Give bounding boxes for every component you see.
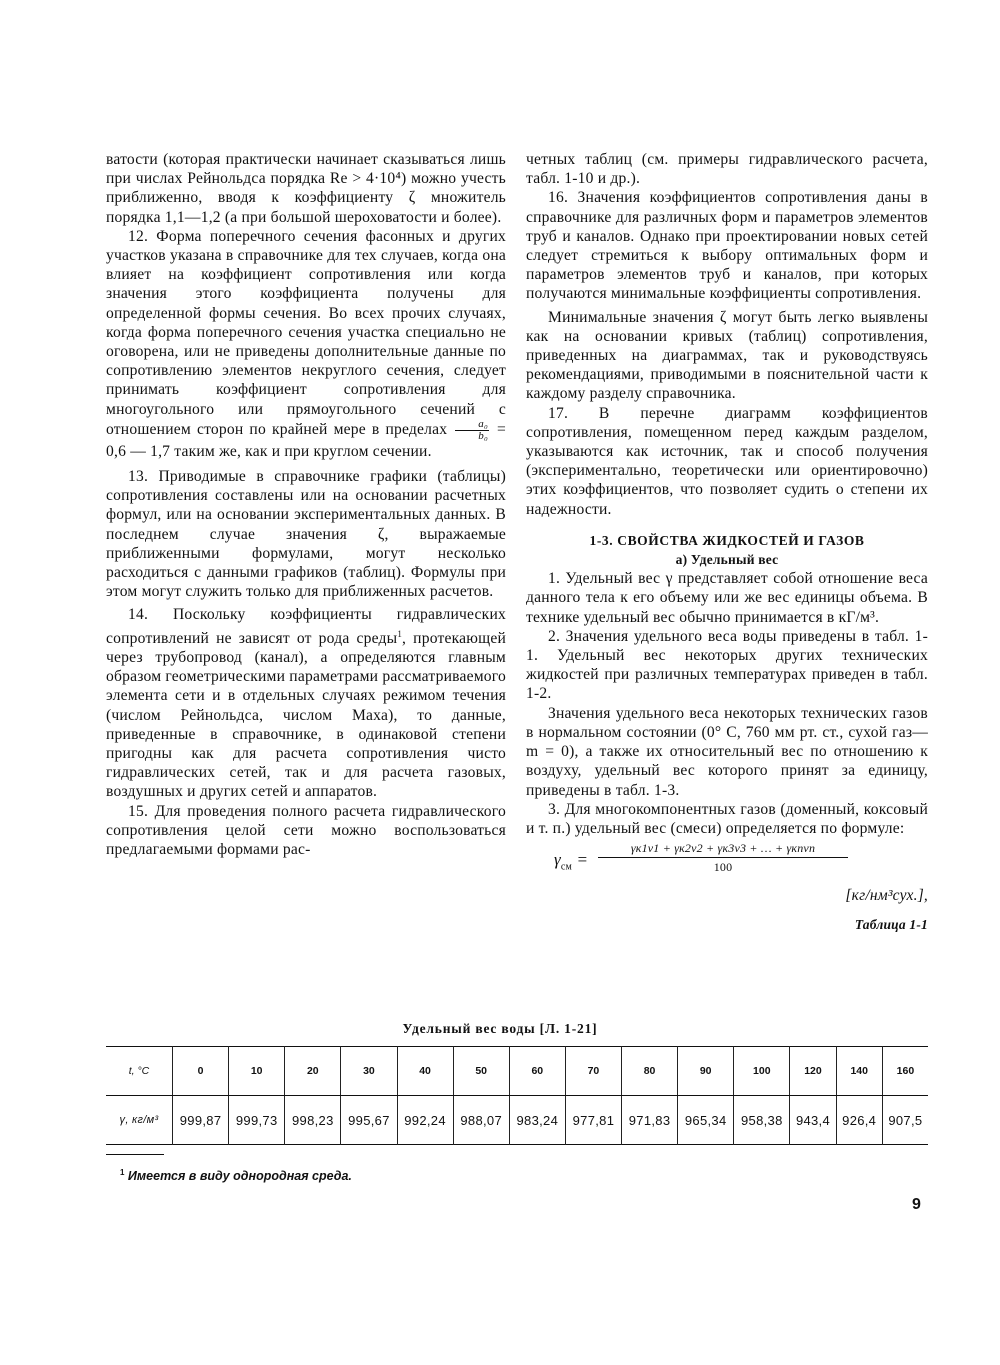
table-cell: 20 — [285, 1047, 341, 1096]
table-cell: 80 — [622, 1047, 678, 1096]
paragraph-16b: Минимальные значения ζ могут быть легко выявлены как на основании кривых (таблиц) сопротивления, приведенных на диаграммах, так и руководствуясь рекомендациями, приводимыми в пояснительной части к каждому разделу справочника. — [526, 308, 928, 403]
table-cell: 50 — [453, 1047, 509, 1096]
table-label: Таблица 1-1 — [854, 917, 928, 933]
paragraph-12-tail: = 0,6 — 1,7 таким же, как и при круглом сечении. — [106, 420, 506, 460]
paragraph-14 — [106, 605, 506, 801]
item-1: 1. Удельный вес γ представляет собой отношение веса данного тела к его объему или же вес единицы объема. В технике удельный вес обычно принимается в кГ/м³. — [526, 570, 928, 626]
formula-numerator: γк1v1 + γк2v2 + γк3v3 + … + γкnvn — [598, 840, 848, 858]
formula-denominator: 100 — [713, 860, 733, 875]
table-cell: 30 — [341, 1047, 397, 1096]
table-cell: 999,73 — [229, 1096, 285, 1145]
table-cell: 943,4 — [790, 1096, 836, 1145]
paragraph-11-continuation: ватости (которая практически начинает сказываться лишь при числах Рейнольдса порядка Re > 4·10⁴) можно учесть приближенно, вводя к коэффициенту ζ множитель порядка 1,1—1,2 (а при большой шероховатости и более). — [106, 151, 506, 226]
row-label: γ, кг/м³ — [119, 1114, 159, 1126]
table-cell: 907,5 — [882, 1096, 928, 1145]
paragraph-14-text-a: 14. Поскольку коэффициенты гидравлических сопротивлений не зависят от рода среды — [106, 606, 506, 647]
table-cell: 926,4 — [836, 1096, 882, 1145]
table-cell: 977,81 — [565, 1096, 621, 1145]
left-column — [106, 150, 506, 859]
formula-fraction — [598, 840, 848, 875]
formula-lhs — [554, 850, 588, 877]
table-cell: 160 — [882, 1047, 928, 1096]
table-cell: 40 — [397, 1047, 453, 1096]
fraction-denominator: b₀ — [478, 429, 488, 442]
paragraph-12-text: 12. Форма поперечного сечения фасонных и других участков указана в справочнике для тех случаев, когда она влияет на коэффициент сопротивления или когда значения этого коэффициента получены для определенной формы сечения. Во всех прочих случаях, когда форма поперечного сечения участка специально не оговорена, или не приведены дополнительные данные по сопротивлению элементов некруглого сечения, следует принимать коэффициент сопротивления для многоугольного или прямоугольного сечений с отношением сторон по крайней мере в пределах — [106, 227, 506, 438]
table-cell: 998,23 — [285, 1096, 341, 1145]
subsection-title: а) Удельный вес — [675, 552, 779, 568]
table-cell: 988,07 — [453, 1096, 509, 1145]
footnote — [120, 1168, 352, 1183]
footnote-marker: 1 — [120, 1168, 125, 1177]
footnote-divider — [106, 1154, 164, 1155]
table-cell: 0 — [173, 1047, 229, 1096]
table-cell: 995,67 — [341, 1096, 397, 1145]
paragraph-17: 17. В перечне диаграмм коэффициентов сопротивления, помещенном перед каждым разделом, указываются как источник, так и способ получения (экспериментально, теоретически или ориентировочно) этих коэффициентов, что позволяет судить о степени их надежности. — [526, 404, 928, 518]
table-header-row — [106, 1047, 928, 1096]
table-cell: 100 — [734, 1047, 790, 1096]
item-2: 2. Значения удельного веса воды приведены в табл. 1-1. Удельный вес некоторых других технических жидкостей при различных температурах приведен в табл. 1-2. — [526, 627, 928, 703]
paragraph-15: 15. Для проведения полного расчета гидравлического сопротивления целой сети можно воспользоваться предлагаемыми формами рас- — [106, 802, 506, 859]
paragraph-14-text-b: , протекающей через трубопровод (канал), а определяются главным образом геометрическими параметрами рассматриваемого элемента сети и в отдельных случаях режимом течения (числом Рейнольдса, числом Маха), то данные, приведенные в справочнике, в одинаковой степени пригодны как для расчета сопротивления чисто гидравлических сетей, так и для расчета газовых, воздушных и других сетей и аппаратов. — [106, 629, 507, 801]
paragraph-16: 16. Значения коэффициентов сопротивления даны в справочнике для различных форм и параметров элементов труб и каналов. Однако при проектировании новых сетей следует стремиться к выбору оптимальных форм и параметров элементов труб и каналов, при которых получаются минимальные коэффициенты сопротивления. — [526, 189, 928, 303]
formula-gamma: γ — [554, 850, 561, 870]
right-column — [526, 150, 928, 935]
section-title: 1-3. СВОЙСТВА ЖИДКОСТЕЙ И ГАЗОВ — [589, 532, 865, 548]
paragraph-15-continuation: четных таблиц (см. примеры гидравлического расчета, табл. 1-10 и др.). — [526, 151, 928, 188]
table-cell: 90 — [678, 1047, 734, 1096]
table-row — [106, 1096, 928, 1145]
table-cell: 971,83 — [622, 1096, 678, 1145]
page-number: 9 — [912, 1196, 921, 1213]
table-title: Удельный вес воды [Л. 1-21] — [402, 1021, 598, 1036]
table-cell: 120 — [790, 1047, 836, 1096]
table-cell: 965,34 — [678, 1096, 734, 1145]
formula-equals: = — [576, 850, 589, 870]
mixture-formula — [526, 840, 928, 900]
table-cell: 999,87 — [173, 1096, 229, 1145]
ratio-fraction — [455, 419, 489, 442]
table-cell: 10 — [229, 1047, 285, 1096]
table-cell: 983,24 — [509, 1096, 565, 1145]
table-cell: 992,24 — [397, 1096, 453, 1145]
table-cell: 70 — [565, 1047, 621, 1096]
formula-lhs-subscript: см — [560, 861, 573, 873]
paragraph-13: 13. Приводимые в справочнике графики (таблицы) сопротивления составлены или на основании расчетных формул, или на основании экспериментальных данных. В последнем случае значения ζ, выражаемые приближенными формулами, могут несколько расходиться с данными графиков (таблиц). Формулы при этом могут служить только для приближенных расчетов. — [106, 468, 506, 601]
item-2b: Значения удельного веса некоторых технических газов в нормальном состоянии (0° С, 760 мм рт. ст., сухой газ—m = 0), а также их относительный вес по отношению к воздуху, удельный вес которого принят за единицу, приведены в табл. 1-3. — [526, 704, 928, 799]
item-3: 3. Для многокомпонентных газов (доменный, коксовый и т. п.) удельный вес (смеси) определяется по формуле: — [526, 800, 928, 837]
table-cell: 958,38 — [734, 1096, 790, 1145]
table-cell: 60 — [509, 1047, 565, 1096]
fraction-numerator: a₀ — [455, 419, 489, 431]
table-cell: 140 — [836, 1047, 882, 1096]
footnote-text: Имеется в виду однородная среда. — [124, 1169, 352, 1184]
paragraph-12 — [106, 227, 506, 461]
footnote-ref: 1 — [397, 628, 403, 639]
header-label: t, °C — [106, 1047, 173, 1096]
water-specific-weight-table — [106, 1046, 928, 1145]
formula-units: [кг/нм³сух.], — [845, 887, 928, 905]
